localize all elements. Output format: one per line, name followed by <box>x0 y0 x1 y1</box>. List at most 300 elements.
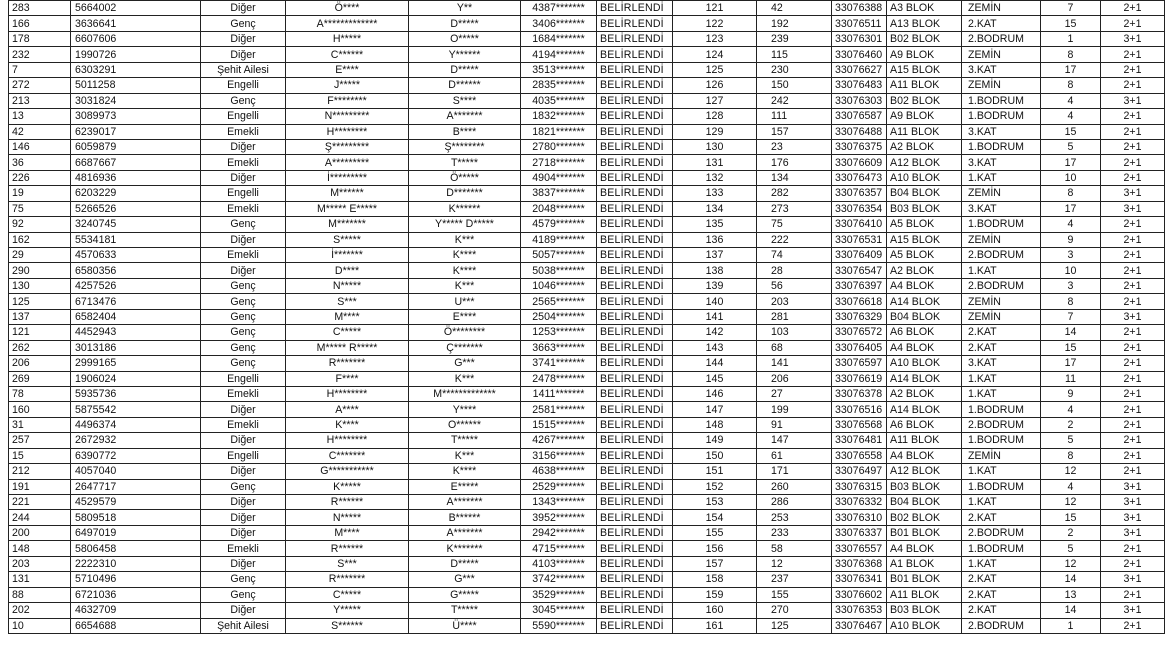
property-number-cell: 33076531 <box>832 232 887 247</box>
order-cell: 132 <box>673 170 757 185</box>
block-cell: B01 BLOK <box>887 525 962 540</box>
table-row <box>9 278 1165 293</box>
application-number-cell: 6721036 <box>71 587 201 602</box>
flat-number-cell: 260 <box>757 479 832 494</box>
id-number-cell: 3663******* <box>521 340 597 355</box>
order-cell: 158 <box>673 572 757 587</box>
status-cell: BELİRLENDİ <box>597 417 673 432</box>
application-number-cell: 4057040 <box>71 464 201 479</box>
room-type-cell: 3+1 <box>1101 309 1165 324</box>
application-number-cell: 6580356 <box>71 263 201 278</box>
floor-cell: 1.BODRUM <box>962 402 1041 417</box>
room-type-cell: 2+1 <box>1101 217 1165 232</box>
draw-number-cell: 15 <box>9 448 71 463</box>
floor-cell: 3.KAT <box>962 201 1041 216</box>
door-number-cell: 17 <box>1041 155 1101 170</box>
id-number-cell: 3837******* <box>521 186 597 201</box>
door-number-cell: 14 <box>1041 603 1101 618</box>
id-number-cell: 5038******* <box>521 263 597 278</box>
table-row <box>9 525 1165 540</box>
id-number-cell: 3741******* <box>521 356 597 371</box>
status-cell: BELİRLENDİ <box>597 464 673 479</box>
status-cell: BELİRLENDİ <box>597 16 673 31</box>
door-number-cell: 8 <box>1041 294 1101 309</box>
block-cell: A10 BLOK <box>887 356 962 371</box>
door-number-cell: 3 <box>1041 248 1101 263</box>
id-number-cell: 4579******* <box>521 217 597 232</box>
floor-cell: 1.KAT <box>962 495 1041 510</box>
application-number-cell: 6059879 <box>71 139 201 154</box>
surname-cell: O****** <box>409 417 521 432</box>
status-cell: BELİRLENDİ <box>597 263 673 278</box>
status-cell: BELİRLENDİ <box>597 495 673 510</box>
category-cell: Diğer <box>201 556 286 571</box>
id-number-cell: 4387******* <box>521 1 597 16</box>
status-cell: BELİRLENDİ <box>597 603 673 618</box>
room-type-cell: 2+1 <box>1101 340 1165 355</box>
id-number-cell: 3045******* <box>521 603 597 618</box>
draw-number-cell: 191 <box>9 479 71 494</box>
name-cell: R******* <box>286 356 409 371</box>
flat-number-cell: 141 <box>757 356 832 371</box>
status-cell: BELİRLENDİ <box>597 93 673 108</box>
draw-number-cell: 283 <box>9 1 71 16</box>
door-number-cell: 4 <box>1041 93 1101 108</box>
application-number-cell: 4496374 <box>71 417 201 432</box>
surname-cell: Y***** D***** <box>409 217 521 232</box>
surname-cell: A******* <box>409 109 521 124</box>
status-cell: BELİRLENDİ <box>597 572 673 587</box>
id-number-cell: 2565******* <box>521 294 597 309</box>
draw-number-cell: 121 <box>9 325 71 340</box>
block-cell: A5 BLOK <box>887 248 962 263</box>
order-cell: 141 <box>673 309 757 324</box>
block-cell: A4 BLOK <box>887 541 962 556</box>
surname-cell: G***** <box>409 587 521 602</box>
category-cell: Diğer <box>201 510 286 525</box>
room-type-cell: 2+1 <box>1101 139 1165 154</box>
name-cell: M***** E***** <box>286 201 409 216</box>
draw-number-cell: 212 <box>9 464 71 479</box>
category-cell: Diğer <box>201 402 286 417</box>
surname-cell: E**** <box>409 309 521 324</box>
flat-number-cell: 157 <box>757 124 832 139</box>
name-cell: M**** <box>286 525 409 540</box>
id-number-cell: 4715******* <box>521 541 597 556</box>
order-cell: 151 <box>673 464 757 479</box>
surname-cell: B****** <box>409 510 521 525</box>
table-row <box>9 402 1165 417</box>
category-cell: Diğer <box>201 170 286 185</box>
order-cell: 122 <box>673 16 757 31</box>
door-number-cell: 7 <box>1041 309 1101 324</box>
draw-number-cell: 166 <box>9 16 71 31</box>
id-number-cell: 5057******* <box>521 248 597 263</box>
floor-cell: 1.KAT <box>962 170 1041 185</box>
floor-cell: 1.BODRUM <box>962 217 1041 232</box>
order-cell: 130 <box>673 139 757 154</box>
flat-number-cell: 282 <box>757 186 832 201</box>
surname-cell: D***** <box>409 556 521 571</box>
table-row <box>9 603 1165 618</box>
order-cell: 152 <box>673 479 757 494</box>
floor-cell: ZEMİN <box>962 294 1041 309</box>
floor-cell: 3.KAT <box>962 124 1041 139</box>
order-cell: 140 <box>673 294 757 309</box>
room-type-cell: 2+1 <box>1101 232 1165 247</box>
category-cell: Diğer <box>201 232 286 247</box>
category-cell: Genç <box>201 356 286 371</box>
property-number-cell: 33076547 <box>832 263 887 278</box>
status-cell: BELİRLENDİ <box>597 31 673 46</box>
name-cell: Ö**** <box>286 1 409 16</box>
floor-cell: 1.KAT <box>962 371 1041 386</box>
name-cell: K***** <box>286 479 409 494</box>
id-number-cell: 2048******* <box>521 201 597 216</box>
room-type-cell: 2+1 <box>1101 248 1165 263</box>
flat-number-cell: 155 <box>757 587 832 602</box>
application-number-cell: 5809518 <box>71 510 201 525</box>
application-number-cell: 5664002 <box>71 1 201 16</box>
draw-number-cell: 226 <box>9 170 71 185</box>
id-number-cell: 4638******* <box>521 464 597 479</box>
order-cell: 129 <box>673 124 757 139</box>
table-row <box>9 433 1165 448</box>
surname-cell: U*** <box>409 294 521 309</box>
name-cell: C******* <box>286 448 409 463</box>
table-row <box>9 340 1165 355</box>
surname-cell: G*** <box>409 356 521 371</box>
floor-cell: 2.BODRUM <box>962 618 1041 633</box>
id-number-cell: 1411******* <box>521 386 597 401</box>
draw-number-cell: 31 <box>9 417 71 432</box>
order-cell: 121 <box>673 1 757 16</box>
property-number-cell: 33076315 <box>832 479 887 494</box>
table-row <box>9 217 1165 232</box>
order-cell: 127 <box>673 93 757 108</box>
category-cell: Genç <box>201 340 286 355</box>
floor-cell: 1.KAT <box>962 386 1041 401</box>
flat-number-cell: 75 <box>757 217 832 232</box>
block-cell: A3 BLOK <box>887 1 962 16</box>
name-cell: A********* <box>286 155 409 170</box>
floor-cell: 2.KAT <box>962 572 1041 587</box>
status-cell: BELİRLENDİ <box>597 294 673 309</box>
order-cell: 144 <box>673 356 757 371</box>
floor-cell: 2.KAT <box>962 325 1041 340</box>
status-cell: BELİRLENDİ <box>597 139 673 154</box>
surname-cell: T***** <box>409 603 521 618</box>
draw-number-cell: 75 <box>9 201 71 216</box>
order-cell: 145 <box>673 371 757 386</box>
order-cell: 154 <box>673 510 757 525</box>
flat-number-cell: 281 <box>757 309 832 324</box>
id-number-cell: 1515******* <box>521 417 597 432</box>
door-number-cell: 5 <box>1041 541 1101 556</box>
table-row <box>9 263 1165 278</box>
order-cell: 128 <box>673 109 757 124</box>
flat-number-cell: 253 <box>757 510 832 525</box>
flat-number-cell: 115 <box>757 47 832 62</box>
category-cell: Diğer <box>201 139 286 154</box>
surname-cell: Ü**** <box>409 618 521 633</box>
application-number-cell: 6582404 <box>71 309 201 324</box>
status-cell: BELİRLENDİ <box>597 386 673 401</box>
floor-cell: 1.BODRUM <box>962 139 1041 154</box>
id-number-cell: 3952******* <box>521 510 597 525</box>
draw-number-cell: 42 <box>9 124 71 139</box>
block-cell: B02 BLOK <box>887 31 962 46</box>
draw-number-cell: 178 <box>9 31 71 46</box>
flat-number-cell: 242 <box>757 93 832 108</box>
table-row <box>9 386 1165 401</box>
draw-number-cell: 92 <box>9 217 71 232</box>
surname-cell: K**** <box>409 464 521 479</box>
door-number-cell: 8 <box>1041 47 1101 62</box>
application-number-cell: 3089973 <box>71 109 201 124</box>
room-type-cell: 2+1 <box>1101 124 1165 139</box>
name-cell: S*** <box>286 556 409 571</box>
name-cell: H******** <box>286 433 409 448</box>
surname-cell: K*** <box>409 448 521 463</box>
surname-cell: E***** <box>409 479 521 494</box>
table-row <box>9 618 1165 633</box>
id-number-cell: 1684******* <box>521 31 597 46</box>
name-cell: Ş********* <box>286 139 409 154</box>
status-cell: BELİRLENDİ <box>597 201 673 216</box>
category-cell: Emekli <box>201 417 286 432</box>
table-row <box>9 155 1165 170</box>
property-number-cell: 33076568 <box>832 417 887 432</box>
property-number-cell: 33076619 <box>832 371 887 386</box>
name-cell: C****** <box>286 47 409 62</box>
draw-number-cell: 131 <box>9 572 71 587</box>
order-cell: 135 <box>673 217 757 232</box>
property-number-cell: 33076397 <box>832 278 887 293</box>
property-number-cell: 33076357 <box>832 186 887 201</box>
order-cell: 123 <box>673 31 757 46</box>
door-number-cell: 3 <box>1041 278 1101 293</box>
table-row <box>9 232 1165 247</box>
category-cell: Emekli <box>201 155 286 170</box>
flat-number-cell: 192 <box>757 16 832 31</box>
category-cell: Şehit Ailesi <box>201 618 286 633</box>
surname-cell: K**** <box>409 263 521 278</box>
category-cell: Diğer <box>201 433 286 448</box>
order-cell: 131 <box>673 155 757 170</box>
application-number-cell: 1990726 <box>71 47 201 62</box>
surname-cell: Ö***** <box>409 170 521 185</box>
floor-cell: 1.KAT <box>962 464 1041 479</box>
order-cell: 137 <box>673 248 757 263</box>
flat-number-cell: 74 <box>757 248 832 263</box>
name-cell: H******** <box>286 124 409 139</box>
table-row <box>9 31 1165 46</box>
surname-cell: A******* <box>409 525 521 540</box>
property-number-cell: 33076488 <box>832 124 887 139</box>
order-cell: 148 <box>673 417 757 432</box>
order-cell: 134 <box>673 201 757 216</box>
door-number-cell: 10 <box>1041 170 1101 185</box>
floor-cell: ZEMİN <box>962 78 1041 93</box>
flat-number-cell: 27 <box>757 386 832 401</box>
block-cell: A11 BLOK <box>887 78 962 93</box>
surname-cell: M************* <box>409 386 521 401</box>
block-cell: A2 BLOK <box>887 139 962 154</box>
door-number-cell: 2 <box>1041 525 1101 540</box>
id-number-cell: 1253******* <box>521 325 597 340</box>
id-number-cell: 4103******* <box>521 556 597 571</box>
door-number-cell: 5 <box>1041 139 1101 154</box>
room-type-cell: 2+1 <box>1101 325 1165 340</box>
block-cell: A11 BLOK <box>887 124 962 139</box>
name-cell: C***** <box>286 325 409 340</box>
order-cell: 126 <box>673 78 757 93</box>
property-number-cell: 33076303 <box>832 93 887 108</box>
name-cell: S****** <box>286 618 409 633</box>
surname-cell: T***** <box>409 433 521 448</box>
order-cell: 143 <box>673 340 757 355</box>
surname-cell: K****** <box>409 201 521 216</box>
door-number-cell: 14 <box>1041 572 1101 587</box>
block-cell: A4 BLOK <box>887 448 962 463</box>
room-type-cell: 3+1 <box>1101 495 1165 510</box>
name-cell: İ********* <box>286 170 409 185</box>
status-cell: BELİRLENDİ <box>597 325 673 340</box>
application-number-cell: 5875542 <box>71 402 201 417</box>
floor-cell: ZEMİN <box>962 232 1041 247</box>
id-number-cell: 2529******* <box>521 479 597 494</box>
name-cell: N***** <box>286 510 409 525</box>
status-cell: BELİRLENDİ <box>597 278 673 293</box>
draw-number-cell: 272 <box>9 78 71 93</box>
table-row <box>9 170 1165 185</box>
block-cell: A6 BLOK <box>887 325 962 340</box>
draw-number-cell: 232 <box>9 47 71 62</box>
status-cell: BELİRLENDİ <box>597 78 673 93</box>
status-cell: BELİRLENDİ <box>597 62 673 77</box>
block-cell: B04 BLOK <box>887 495 962 510</box>
room-type-cell: 2+1 <box>1101 78 1165 93</box>
order-cell: 156 <box>673 541 757 556</box>
id-number-cell: 4189******* <box>521 232 597 247</box>
table-row <box>9 248 1165 263</box>
category-cell: Emekli <box>201 541 286 556</box>
name-cell: R****** <box>286 495 409 510</box>
property-number-cell: 33076511 <box>832 16 887 31</box>
door-number-cell: 15 <box>1041 510 1101 525</box>
room-type-cell: 2+1 <box>1101 371 1165 386</box>
block-cell: A10 BLOK <box>887 618 962 633</box>
property-number-cell: 33076497 <box>832 464 887 479</box>
floor-cell: 2.BODRUM <box>962 417 1041 432</box>
order-cell: 159 <box>673 587 757 602</box>
status-cell: BELİRLENDİ <box>597 217 673 232</box>
category-cell: Şehit Ailesi <box>201 62 286 77</box>
flat-number-cell: 28 <box>757 263 832 278</box>
status-cell: BELİRLENDİ <box>597 248 673 263</box>
order-cell: 142 <box>673 325 757 340</box>
table-row <box>9 479 1165 494</box>
property-number-cell: 33076375 <box>832 139 887 154</box>
order-cell: 155 <box>673 525 757 540</box>
flat-number-cell: 58 <box>757 541 832 556</box>
flat-number-cell: 171 <box>757 464 832 479</box>
block-cell: B04 BLOK <box>887 309 962 324</box>
block-cell: A12 BLOK <box>887 464 962 479</box>
floor-cell: 1.KAT <box>962 263 1041 278</box>
table-row <box>9 371 1165 386</box>
application-number-cell: 3013186 <box>71 340 201 355</box>
property-number-cell: 33076609 <box>832 155 887 170</box>
table-row <box>9 78 1165 93</box>
flat-number-cell: 134 <box>757 170 832 185</box>
category-cell: Genç <box>201 479 286 494</box>
flat-number-cell: 125 <box>757 618 832 633</box>
id-number-cell: 3406******* <box>521 16 597 31</box>
category-cell: Diğer <box>201 525 286 540</box>
application-number-cell: 2647717 <box>71 479 201 494</box>
floor-cell: 2.KAT <box>962 340 1041 355</box>
draw-number-cell: 162 <box>9 232 71 247</box>
flat-number-cell: 103 <box>757 325 832 340</box>
door-number-cell: 17 <box>1041 62 1101 77</box>
table-row <box>9 93 1165 108</box>
draw-number-cell: 29 <box>9 248 71 263</box>
status-cell: BELİRLENDİ <box>597 186 673 201</box>
block-cell: B03 BLOK <box>887 479 962 494</box>
property-number-cell: 33076481 <box>832 433 887 448</box>
room-type-cell: 2+1 <box>1101 541 1165 556</box>
property-number-cell: 33076602 <box>832 587 887 602</box>
category-cell: Engelli <box>201 78 286 93</box>
id-number-cell: 1832******* <box>521 109 597 124</box>
table-row <box>9 139 1165 154</box>
id-number-cell: 1046******* <box>521 278 597 293</box>
name-cell: A**** <box>286 402 409 417</box>
door-number-cell: 8 <box>1041 448 1101 463</box>
table-row <box>9 309 1165 324</box>
status-cell: BELİRLENDİ <box>597 618 673 633</box>
surname-cell: K*** <box>409 371 521 386</box>
name-cell: A************* <box>286 16 409 31</box>
order-cell: 149 <box>673 433 757 448</box>
block-cell: A4 BLOK <box>887 340 962 355</box>
order-cell: 147 <box>673 402 757 417</box>
flat-number-cell: 286 <box>757 495 832 510</box>
property-number-cell: 33076405 <box>832 340 887 355</box>
draw-number-cell: 213 <box>9 93 71 108</box>
door-number-cell: 4 <box>1041 479 1101 494</box>
room-type-cell: 2+1 <box>1101 278 1165 293</box>
draw-number-cell: 10 <box>9 618 71 633</box>
property-number-cell: 33076483 <box>832 78 887 93</box>
draw-number-cell: 78 <box>9 386 71 401</box>
id-number-cell: 2718******* <box>521 155 597 170</box>
category-cell: Diğer <box>201 263 286 278</box>
draw-number-cell: 137 <box>9 309 71 324</box>
table-body <box>9 1 1165 634</box>
order-cell: 133 <box>673 186 757 201</box>
room-type-cell: 2+1 <box>1101 155 1165 170</box>
name-cell: C***** <box>286 587 409 602</box>
status-cell: BELİRLENDİ <box>597 479 673 494</box>
room-type-cell: 2+1 <box>1101 1 1165 16</box>
application-number-cell: 6607606 <box>71 31 201 46</box>
name-cell: H***** <box>286 31 409 46</box>
property-number-cell: 33076354 <box>832 201 887 216</box>
id-number-cell: 1821******* <box>521 124 597 139</box>
